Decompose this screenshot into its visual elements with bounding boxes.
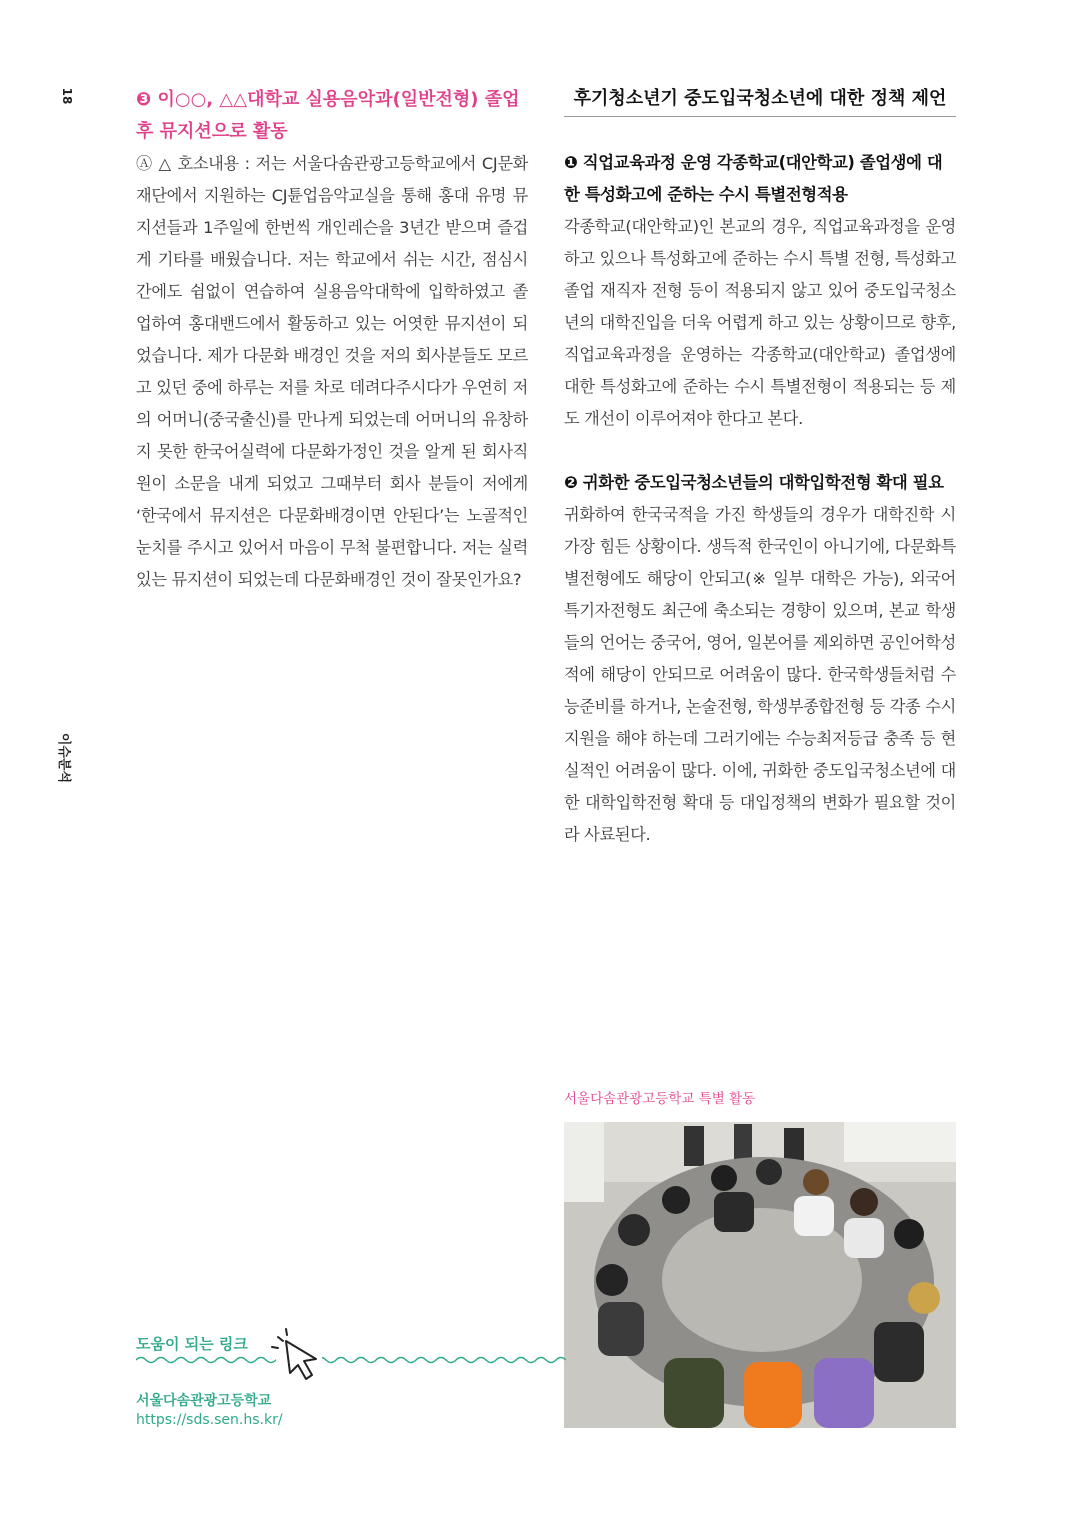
policy-item-title: ❶ 직업교육과정 운영 각종학교(대안학교) 졸업생에 대한 특성화고에 준하는 수시 특별전형적용 <box>564 153 943 204</box>
policy-item-body: 귀화하여 한국국적을 가진 학생들의 경우가 대학진학 시 가장 힘든 상황이다. 생득적 한국인이 아니기에, 다문화특별전형에도 해당이 안되고(※ 일부 대학은 가능), 외국어특기자전형도 최근에 축소되는 경향이 있으며, 본교 학생들의 언어는 중국어, 영어, 일본어를 제외하면 공인어학성적에 해당이 안되므로 어려움이 많다. 한국학생들처럼 수능준비를 하거나, 논술전형, 학생부종합전형 등 각종 수시지원을 해야 하는데 그러기에는 수능최저등급 충족 등 현실적인 어려움이 많다. 이에, 귀화한 중도입국청소년에 대한 대학입학전형 확대 등 대입정책의 변화가 필요할 것이라 사료된다. <box>564 505 956 844</box>
students-circle-illustration <box>564 1122 956 1428</box>
cursor-click-icon <box>268 1323 328 1383</box>
section-side-label: 이슈분석 <box>56 732 71 784</box>
case-column <box>136 84 528 596</box>
policy-item-body: 각종학교(대안학교)인 본교의 경우, 직업교육과정을 운영하고 있으나 특성화고에 준하는 수시 특별 전형, 특성화고 졸업 재직자 전형 등이 적용되지 않고 있어 중도입국청소년의 대학진입을 더욱 어렵게 하고 있는 상황이므로 향후, 직업교육과정을 운영하는 각종학교(대안학교) 졸업생에 대한 특성화고에 준하는 수시 특별전형이 적용되는 등 제도 개선이 이루어져야 한다고 본다. <box>564 217 956 428</box>
policy-column <box>564 84 956 851</box>
link-url[interactable]: https://sds.sen.hs.kr/ <box>136 1412 283 1428</box>
helpful-links-title: 도움이 되는 링크 <box>136 1335 248 1353</box>
wave-divider <box>136 1352 566 1368</box>
case-body: Ⓐ △ 호소내용 : 저는 서울다솜관광고등학교에서 CJ문화재단에서 지원하는 CJ튠업음악교실을 통해 홍대 유명 뮤지션들과 1주일에 한번씩 개인레슨을 3년간 받으며 즐겁게 기타를 배웠습니다. 저는 학교에서 쉬는 시간, 점심시간에도 쉼없이 연습하여 실용음악대학에 입학하였고 졸업하여 홍대밴드에서 활동하고 있는 어엿한 뮤지션이 되었습니다. 제가 다문화 배경인 것을 저의 회사분들도 모르고 있던 중에 하루는 저를 차로 데려다주시다가 우연히 저의 어머니(중국출신)를 만나게 되었는데 어머니의 유창하지 못한 한국어실력에 다문화가정인 것을 알게 된 회사직원이 소문을 내게 되었고 그때부터 회사 분들이 저에게 ‘한국에서 뮤지션은 다문화배경이면 안된다’는 노골적인 눈치를 주시고 있어서 마음이 무척 불편합니다. 저는 실력있는 뮤지션이 되었는데 다문화배경인 것이 잘못인가요? <box>136 154 528 589</box>
link-name: 서울다솜관광고등학교 <box>136 1393 272 1409</box>
activity-photo <box>564 1122 956 1428</box>
case-title: ❸ 이○○, △△대학교 실용음악과(일반전형) 졸업 후 뮤지션으로 활동 <box>136 89 520 142</box>
page-number: 18 <box>60 87 74 105</box>
policy-item-title: ❷ 귀화한 중도입국청소년들의 대학입학전형 확대 필요 <box>564 473 944 492</box>
photo-caption: 서울다솜관광고등학교 특별 활동 <box>564 1091 756 1107</box>
policy-section-title: 후기청소년기 중도입국청소년에 대한 정책 제언 <box>564 84 956 117</box>
